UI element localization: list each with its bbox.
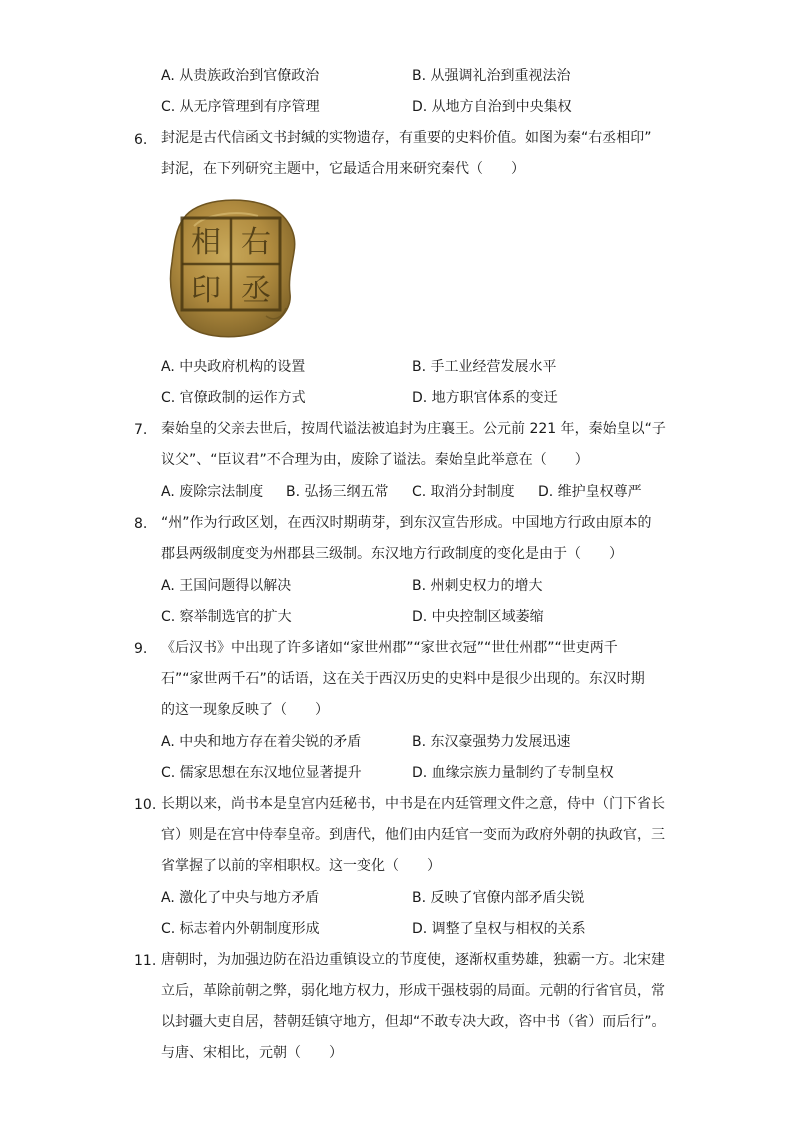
option-a: A. 激化了中央与地方矛盾 bbox=[161, 890, 320, 906]
option-c: C. 察举制选官的扩大 bbox=[161, 609, 292, 625]
question-number: 10. bbox=[134, 797, 157, 813]
option-b: B. 从强调礼治到重视法治 bbox=[412, 68, 571, 84]
option-a: A. 废除宗法制度 bbox=[161, 484, 264, 500]
option-b: B. 反映了官僚内部矛盾尖锐 bbox=[412, 890, 585, 906]
question-stem-line: 议父”、“臣议君”不合理为由，废除了谥法。秦始皇此举意在（ ） bbox=[161, 452, 589, 468]
seal-clay-illustration bbox=[166, 196, 300, 341]
question-stem-line: 省掌握了以前的宰相职权。这一变化（ ） bbox=[161, 858, 441, 874]
option-d: D. 调整了皇权与相权的关系 bbox=[412, 921, 586, 937]
option-c: C. 从无序管理到有序管理 bbox=[161, 99, 320, 115]
question-stem-line: 以封疆大吏自居，替朝廷镇守地方，但却“不敢专决大政，咨中书（省）而后行”。 bbox=[161, 1014, 666, 1030]
question-stem-line: 立后，革除前朝之弊，弱化地方权力，形成干强枝弱的局面。元朝的行省官员，常 bbox=[161, 983, 665, 999]
question-number: 7. bbox=[134, 422, 148, 438]
question-stem-line: 《后汉书》中出现了许多诸如“家世州郡”“家世衣冠”“世仕州郡”“世吏两千 bbox=[161, 640, 618, 656]
option-b: B. 弘扬三纲五常 bbox=[286, 484, 389, 500]
option-a: A. 中央政府机构的设置 bbox=[161, 359, 306, 375]
question-number: 6. bbox=[134, 132, 148, 148]
question-number: 11. bbox=[134, 953, 157, 969]
option-b: B. 州刺史权力的增大 bbox=[412, 578, 543, 594]
option-c: C. 儒家思想在东汉地位显著提升 bbox=[161, 765, 362, 781]
seal-char: 相 bbox=[191, 225, 221, 260]
question-stem-line: 封泥是古代信函文书封缄的实物遗存，有重要的史料价值。如图为秦“右丞相印” bbox=[161, 130, 652, 146]
question-stem-line: 封泥，在下列研究主题中，它最适合用来研究秦代（ ） bbox=[161, 161, 525, 177]
question-number: 9. bbox=[134, 641, 148, 657]
question-stem-line: 石”“家世两千石”的话语，这在关于西汉历史的史料中是很少出现的。东汉时期 bbox=[161, 671, 645, 687]
question-stem-line: 秦始皇的父亲去世后，按周代谥法被追封为庄襄王。公元前 221 年，秦始皇以“子 bbox=[161, 421, 666, 437]
question-stem-line: 长期以来，尚书本是皇宫内廷秘书，中书是在内廷管理文件之意，侍中（门下省长 bbox=[161, 796, 665, 812]
question-stem-line: 郡县两级制度变为州郡县三级制。东汉地方行政制度的变化是由于（ ） bbox=[161, 546, 623, 562]
seal-char: 右 bbox=[241, 225, 271, 260]
seal-clay-image bbox=[166, 196, 300, 341]
option-b: B. 手工业经营发展水平 bbox=[412, 359, 557, 375]
option-d: D. 地方职官体系的变迁 bbox=[412, 390, 558, 406]
question-stem-line: 唐朝时，为加强边防在沿边重镇设立的节度使，逐渐权重势雄，独霸一方。北宋建 bbox=[161, 952, 665, 968]
question-number: 8. bbox=[134, 516, 148, 532]
option-c: C. 取消分封制度 bbox=[412, 484, 515, 500]
option-d: D. 维护皇权尊严 bbox=[538, 484, 642, 500]
option-b: B. 东汉豪强势力发展迅速 bbox=[412, 734, 571, 750]
seal-char: 丞 bbox=[241, 273, 271, 308]
option-a: A. 王国问题得以解决 bbox=[161, 578, 292, 594]
question-stem-line: 的这一现象反映了（ ） bbox=[161, 702, 329, 718]
option-a: A. 中央和地方存在着尖锐的矛盾 bbox=[161, 734, 362, 750]
option-a: A. 从贵族政治到官僚政治 bbox=[161, 68, 320, 84]
option-d: D. 血缘宗族力量制约了专制皇权 bbox=[412, 765, 614, 781]
question-stem-line: 与唐、宋相比，元朝（ ） bbox=[161, 1045, 343, 1061]
option-c: C. 标志着内外朝制度形成 bbox=[161, 921, 320, 937]
question-stem-line: 官）则是在宫中侍奉皇帝。到唐代，他们由内廷官一变而为政府外朝的执政官，三 bbox=[161, 827, 665, 843]
seal-char: 印 bbox=[191, 273, 221, 308]
option-d: D. 中央控制区域萎缩 bbox=[412, 609, 544, 625]
option-c: C. 官僚政制的运作方式 bbox=[161, 390, 306, 406]
question-stem-line: “州”作为行政区划，在西汉时期萌芽，到东汉宣告形成。中国地方行政由原本的 bbox=[161, 515, 652, 531]
option-d: D. 从地方自治到中央集权 bbox=[412, 99, 572, 115]
